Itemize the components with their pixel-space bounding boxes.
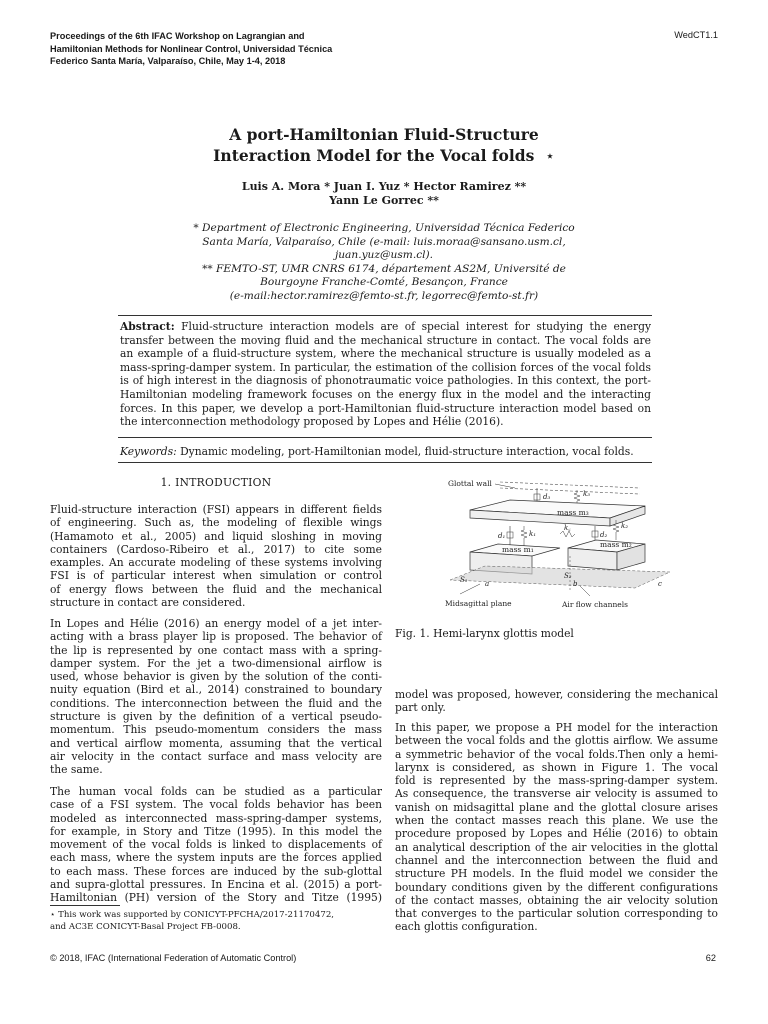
text-line: movement of the vocal folds is linked to displacements of (50, 838, 382, 852)
fig-label-d2: d₂ (600, 531, 608, 539)
fig-label-a: a (485, 580, 490, 588)
right-paragraph-1 (395, 688, 718, 715)
fig-label-midsagittal: Midsagittal plane (445, 599, 512, 608)
affiliation-line: (e-mail:hector.ramirez@femto-st.fr, legorrec@femto-st.fr) (229, 289, 539, 302)
text-line: procedure proposed by Lopes and Hélie (2016) to obtain (395, 827, 718, 841)
text-line: when the contact masses reach this plane. We use the (395, 814, 718, 828)
text-line: to each mass. These forces are induced by the sub-glottal (50, 864, 382, 878)
affiliations (0, 222, 768, 304)
header-line: Proceedings of the 6th IFAC Workshop on Lagrangian and (50, 31, 305, 41)
text-line: Fluid-structure interaction (FSI) appears in different fields (50, 503, 382, 516)
text-line: each mass, where the system inputs are the forces applied (50, 851, 382, 865)
text-line: an analytical description of the air velocities in the glottal (395, 840, 718, 854)
title-footnote-mark: ⋆ (545, 147, 555, 165)
paper-title (0, 124, 768, 167)
text-line: In this paper, we propose a PH model for the interaction (395, 721, 718, 734)
intro-paragraph-3 (50, 785, 382, 905)
footnote (50, 909, 382, 933)
figure-caption: Fig. 1. Hemi-larynx glottis model (395, 627, 574, 640)
text-line: FSI is of particular interest when simulation or control (50, 569, 382, 583)
footnote-rule (50, 905, 120, 906)
text-line: structure is given by the definition of a vertical pseudo- (50, 710, 382, 724)
abstract (120, 320, 651, 429)
fig-label-d1: d₁ (498, 532, 506, 540)
abstract-line: mass-spring-damper system. In particular, the estimation of the collision forces of the vocal folds (120, 360, 651, 374)
text-line: that converges to the particular solution corresponding to (395, 907, 718, 921)
text-line: conditions. The interconnection between the fluid and the (50, 696, 382, 710)
text-line: In Lopes and Hélie (2016) an energy model of a jet inter- (50, 617, 382, 630)
affiliation-line: juan.yuz@usm.cl). (334, 249, 434, 262)
text-line: the same. (50, 763, 103, 777)
text-line: Hamiltonian (PH) version of the Story and Titze (1995) (50, 891, 382, 905)
text-line: examples. An accurate modeling of these systems involving (50, 556, 382, 570)
text-line: As consequence, the transverse air velocity is assumed to (395, 787, 718, 801)
text-line: and supra-glottal pressures. In Encina et al. (2015) a port- (50, 878, 382, 892)
affiliation-line: Santa María, Valparaíso, Chile (e-mail: luis.moraa@sansano.usm.cl, (202, 235, 566, 248)
text-line: containers (Cardoso-Ribeiro et al., 2017) to cite some (50, 542, 382, 556)
abstract-top-rule (118, 315, 652, 316)
fig-label-air-flow: Air flow channels (562, 600, 628, 609)
fig-label-mass-m2: mass m₂ (600, 540, 632, 549)
text-line: used, whose behavior is given by the solution of the conti- (50, 670, 382, 684)
text-line: part only. (395, 701, 446, 715)
text-line: structure in contact are considered. (50, 596, 246, 610)
proceedings-header (50, 30, 430, 68)
fig-label-k3: k₃ (583, 490, 591, 498)
title-line-2-text: Interaction Model for the Vocal folds (213, 146, 535, 165)
fig-label-s2: S₂ (564, 572, 572, 580)
author-list (0, 180, 768, 208)
text-line: between the vocal folds and the glottis airflow. We assume (395, 734, 718, 748)
text-line: fold is represented by the mass-spring-damper system. (395, 774, 718, 788)
authors-line-1: Luis A. Mora * Juan I. Yuz * Hector Ramirez ** (241, 180, 527, 193)
keywords-top-rule (118, 437, 652, 438)
page-number: 62 (705, 953, 716, 963)
text-line: structure PH models. In the fluid model we consider the (395, 867, 718, 881)
glottal-wall-line (500, 488, 640, 494)
keywords-bottom-rule (118, 462, 652, 463)
title-line-1: A port-Hamiltonian Fluid-Structure (229, 125, 539, 144)
intro-paragraph-2 (50, 617, 382, 777)
header-line: Hamiltonian Methods for Nonlinear Control, Universidad Técnica (50, 43, 333, 54)
abstract-line: is of high interest in the diagnosis of phonotraumatic voice pathologies. In this context, the port- (120, 374, 651, 388)
text-line: and vertical airflow momenta, assuming that the vertical (50, 736, 382, 750)
glottal-wall-pointer (495, 484, 515, 488)
footnote-line: and AC3E CONICYT-Basal Project FB-0008. (50, 922, 241, 932)
fig-label-k2: k₂ (621, 522, 629, 530)
fig-label-kc: k꜀ (564, 524, 571, 532)
text-line: vanish on midsagittal plane and the glottal closure arises (395, 800, 718, 814)
intro-paragraph-1 (50, 503, 382, 609)
midsagittal-pointer (460, 584, 480, 594)
abstract-line: transfer between the moving fluid and the mechanical structure in contact. The vocal folds are (120, 333, 651, 347)
text-line: boundary conditions given by the different configurations (395, 880, 718, 894)
abstract-line (120, 320, 651, 334)
hemi-larynx-figure (440, 474, 680, 614)
text-line: The human vocal folds can be studied as a particular (50, 785, 382, 798)
abstract-line: the interconnection methodology proposed by Lopes and Hélie (2016). (120, 415, 504, 429)
text-line: (Hamamoto et al., 2005) and liquid sloshing in moving (50, 529, 382, 543)
title-line-2 (0, 145, 768, 167)
authors-line-2: Yann Le Gorrec ** (329, 194, 439, 207)
abstract-line: an example of a fluid-structure system, where the mechanical structure is usually modeled as a (120, 347, 651, 361)
text-line: the lip is represented by one contact mass with a spring- (50, 643, 382, 657)
fig-label-glottal-wall: Glottal wall (448, 479, 492, 488)
text-line: of engineering. Such as, the modeling of flexible wings (50, 516, 382, 530)
keywords (120, 445, 651, 459)
text-line: of energy flows between the fluid and the mechanical (50, 582, 382, 596)
text-line: modeled as interconnected mass-spring-damper systems, (50, 811, 382, 825)
text-line: damper system. For the jet a two-dimensional airflow is (50, 656, 382, 670)
text-line: model was proposed, however, considering the mechanical (395, 688, 718, 701)
affiliation-line: Bourgoyne Franche-Comté, Besançon, France (260, 276, 508, 289)
airflow-pointer (580, 586, 590, 596)
text-line: nuity equation (Bird et al., 2014) constrained to boundary (50, 683, 382, 697)
text-line: acting with a brass player lip is proposed. The behavior of (50, 630, 382, 644)
text-line: a symmetric behavior of the vocal folds.Then only a hemi- (395, 747, 718, 761)
fig-label-c: c (658, 580, 662, 588)
fig-label-d3: d₃ (543, 493, 551, 501)
fig-label-mass-m3: mass m₃ (557, 508, 589, 517)
copyright-notice: © 2018, IFAC (International Federation of Automatic Control) (50, 953, 297, 963)
fig-label-b: b (573, 580, 578, 588)
abstract-line: forces. In this paper, we develop a port-Hamiltonian fluid-structure interaction model based on (120, 401, 651, 415)
midsagittal-plane (450, 566, 670, 588)
text-line: channel and the interconnection between the fluid and (395, 853, 718, 867)
text-line: of the contact masses, obtaining the air velocity solution (395, 893, 718, 907)
section-heading-introduction: 1. INTRODUCTION (160, 476, 272, 489)
fig-label-s1: S₁ (460, 576, 468, 584)
fig-label-mass-m1: mass m₁ (502, 545, 534, 554)
keywords-label: Keywords: (120, 445, 177, 458)
session-code: WedCT1.1 (674, 30, 718, 40)
mass-m2-front (568, 548, 617, 570)
text-line: air velocity in the contact surface and mass velocity are (50, 749, 382, 763)
affiliation-line: * Department of Electronic Engineering, Universidad Técnica Federico (193, 222, 575, 234)
fig-label-k1: k₁ (529, 530, 537, 538)
header-line: Federico Santa María, Valparaíso, Chile, May 1-4, 2018 (50, 56, 286, 66)
keywords-text: Dynamic modeling, port-Hamiltonian model, fluid-structure interaction, vocal folds. (180, 445, 634, 458)
abstract-label: Abstract: (120, 320, 175, 333)
right-paragraph-2 (395, 721, 718, 934)
abstract-line: Hamiltonian modeling framework focuses on the energy flux in the model and the interacting (120, 387, 651, 401)
text-line: each glottis configuration. (395, 920, 538, 934)
footnote-line: ⋆ This work was supported by CONICYT-PFCHA/2017-21170472, (50, 910, 335, 920)
text-line: case of a FSI system. The vocal folds behavior has been (50, 798, 382, 812)
affiliation-line: ** FEMTO-ST, UMR CNRS 6174, département AS2M, Université de (202, 262, 566, 275)
text-line: for example, in Story and Titze (1995). In this model the (50, 824, 382, 838)
glottal-wall-line (500, 482, 640, 488)
text-line: larynx is considered, as shown in Figure 1. The vocal (395, 760, 718, 774)
abstract-text: Fluid-structure interaction models are of special interest for studying the energy (181, 320, 651, 333)
spring-k1 (521, 526, 527, 546)
text-line: momentum. This pseudo-momentum considers the mass (50, 723, 382, 737)
